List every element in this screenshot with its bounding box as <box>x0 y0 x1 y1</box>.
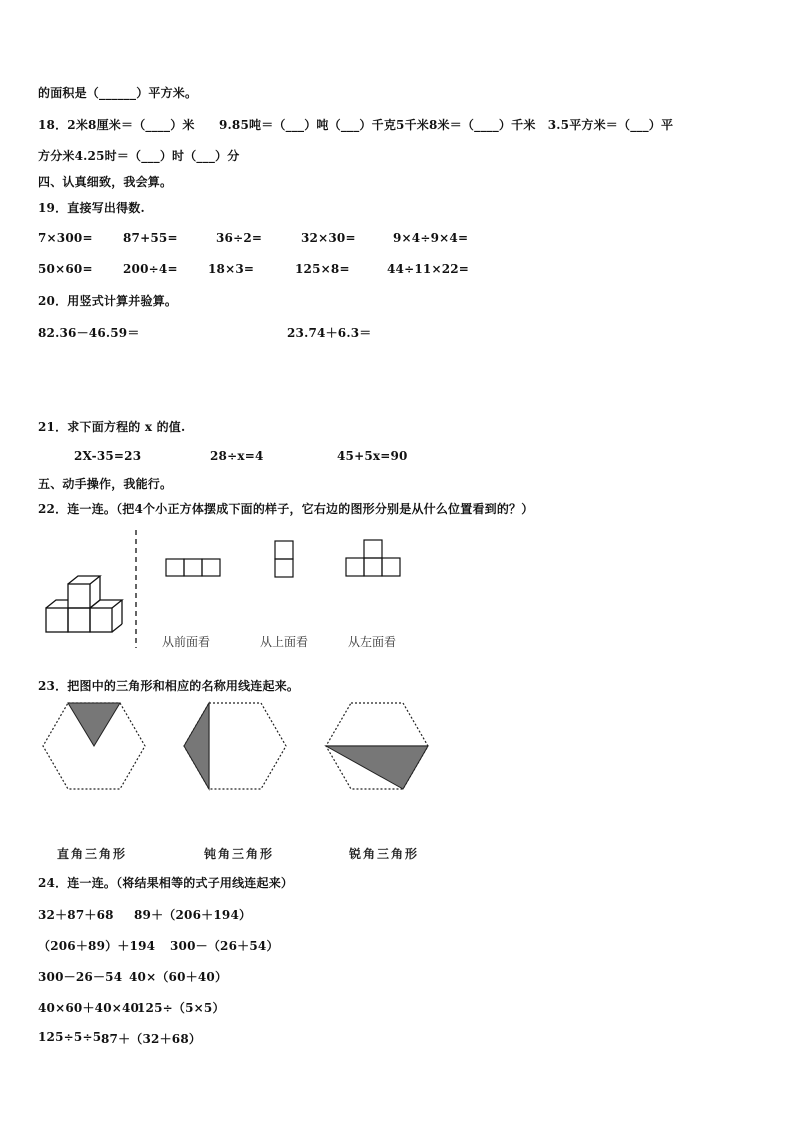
q21-equation: 2X-35=23 <box>74 449 142 463</box>
q19-expr: 9×4÷9×4= <box>393 231 469 245</box>
q24-right-expr: 87＋（32＋68） <box>101 1032 202 1046</box>
view-label: 从左面看 <box>348 635 397 649</box>
section5-heading: 五、动手操作，我能行。 <box>38 477 173 491</box>
q24-left-expr: 125÷5÷5 <box>38 1030 102 1044</box>
triangle-name: 钝角三角形 <box>204 847 275 861</box>
q17-tail: 的面积是（______）平方米。 <box>38 86 198 100</box>
section4-heading: 四、认真细致，我会算。 <box>38 175 173 189</box>
top-view-figure <box>274 540 296 578</box>
q21-title: 21．求下面方程的 x 的值. <box>38 420 186 434</box>
q22-title: 22．连一连。（把4个小正方体摆成下面的样子，它右边的图形分别是从什么位置看到的？） <box>38 502 534 516</box>
q24-left-expr: 300－26－54 <box>38 970 123 984</box>
q24-left-expr: 40×60＋40×40 <box>38 1001 140 1015</box>
q20-title: 20．用竖式计算并验算。 <box>38 294 178 308</box>
hexagon-right-triangle <box>42 700 148 792</box>
q24-right-expr: 40×（60＋40） <box>129 970 228 984</box>
q19-expr: 32×30= <box>301 231 356 245</box>
hexagon-acute-triangle <box>325 700 431 792</box>
front-view-figure <box>165 558 221 578</box>
q24-right-expr: 125÷（5×5） <box>137 1001 225 1015</box>
view-label: 从前面看 <box>162 635 211 649</box>
q24-title: 24．连一连。（将结果相等的式子用线连起来） <box>38 876 294 890</box>
q18-line1: 18．2米8厘米＝（____）米 9.85吨＝（___）吨（___）千克5千米8米＝（____）千米 3.5平方米＝（___）平 <box>38 118 674 132</box>
view-label: 从上面看 <box>260 635 309 649</box>
q19-expr: 87+55= <box>123 231 178 245</box>
q23-title: 23．把图中的三角形和相应的名称用线连起来。 <box>38 679 300 693</box>
triangle-name: 锐角三角形 <box>349 847 420 861</box>
q19-expr: 44÷11×22= <box>387 262 470 276</box>
triangle-name: 直角三角形 <box>57 847 128 861</box>
q21-equation: 45+5x=90 <box>337 449 408 463</box>
q19-expr: 7×300= <box>38 231 93 245</box>
q24-right-expr: 300－（26＋54） <box>170 939 279 953</box>
hexagon-obtuse-triangle <box>183 700 289 792</box>
cube-stack-figure <box>40 574 130 636</box>
dashed-divider <box>134 530 138 648</box>
q19-expr: 50×60= <box>38 262 93 276</box>
q19-expr: 125×8= <box>295 262 350 276</box>
q19-expr: 36÷2= <box>216 231 263 245</box>
q20-expr: 82.36－46.59＝ <box>38 326 140 340</box>
q20-expr: 23.74＋6.3＝ <box>287 326 372 340</box>
q24-left-expr: （206＋89）＋194 <box>38 939 156 953</box>
left-view-figure <box>345 539 403 579</box>
q19-title: 19．直接写出得数. <box>38 201 145 215</box>
q19-expr: 200÷4= <box>123 262 178 276</box>
q19-expr: 18×3= <box>208 262 255 276</box>
q24-right-expr: 89＋（206＋194） <box>134 908 252 922</box>
q24-left-expr: 32＋87＋68 <box>38 908 114 922</box>
q18-line2: 方分米4.25时＝（___）时（___）分 <box>38 149 240 163</box>
q21-equation: 28÷x=4 <box>210 449 264 463</box>
